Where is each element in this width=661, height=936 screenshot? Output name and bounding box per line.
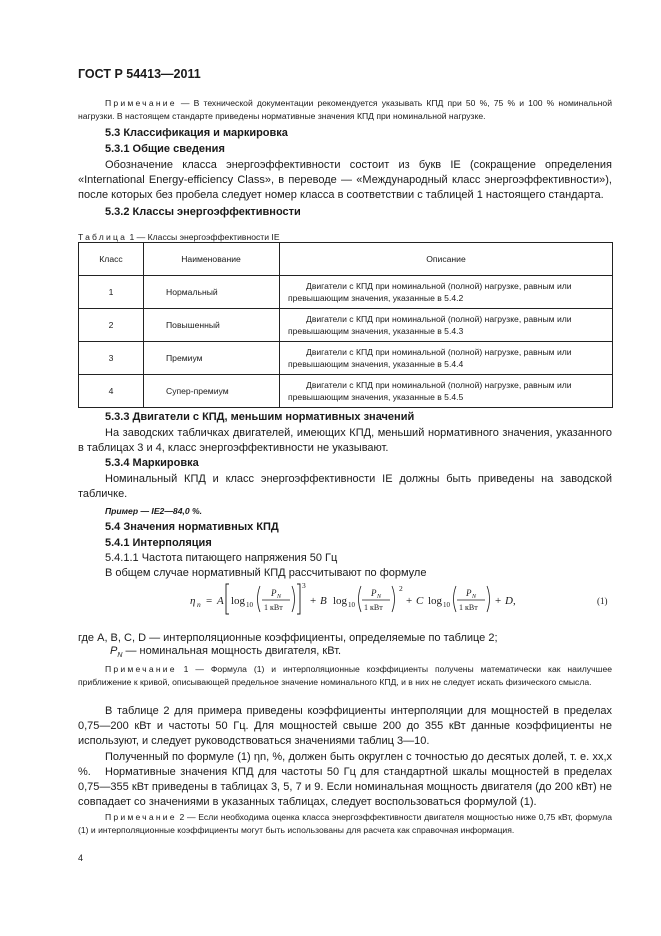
frac-c-num: P — [466, 588, 472, 598]
header-description: Описание — [280, 243, 613, 276]
cell-class: 1 — [79, 276, 144, 309]
section-5-3-1-heading: 5.3.1 Общие сведения — [105, 143, 225, 155]
paragraph-5-3-4: Номинальный КПД и класс энергоэффективности IE должны быть приведены на заводской табличке. — [78, 473, 612, 500]
log-a: log — [231, 595, 246, 607]
cell-description: Двигатели с КПД при номинальной (полной) нагрузке, равным или превышающим значения, указанные в 5.4.3 — [280, 309, 613, 342]
frac-b-num: P — [371, 588, 377, 598]
formula-intro: В общем случае нормативный КПД рассчитывают по формуле — [105, 567, 427, 579]
cell-name: Нормальный — [144, 276, 280, 309]
paren-c-right — [487, 586, 490, 612]
table-header-row — [79, 243, 613, 276]
frac-c-num-sub: N — [472, 594, 477, 600]
paren-b-right — [392, 586, 395, 612]
paragraph-table-2: В таблице 2 для примера приведены коэффициенты интерполяции для мощностей в пределах 0,75—200 кВт и частоты 50 Гц. Для мощностей свыше 200 до 355 кВт данные коэффициенты не используют, и следует руководствоваться значениями таблиц 3—10. — [78, 705, 612, 747]
section-5-3-4-heading: 5.3.4 Маркировка — [105, 457, 199, 469]
note-2: Примечание 2 — Если необходима оценка класса энергоэффективности двигателя мощностью ниже 0,75 кВт, формула (1) и интерполяционные коэффициенты могут быть использованы для расчета как справочная информация. — [78, 812, 612, 835]
left-bracket — [226, 584, 229, 614]
section-5-3-heading: 5.3 Классификация и маркировка — [105, 127, 288, 139]
plus-d: + — [495, 595, 502, 607]
example-text: Пример — IE2—84,0 %. — [105, 506, 203, 516]
frac-a-den: 1 кВт — [264, 603, 283, 612]
coef-d: D — [505, 595, 513, 607]
frac-a-num-sub: N — [277, 594, 282, 600]
cell-description: Двигатели с КПД при номинальной (полной) нагрузке, равным или превышающим значения, указанные в 5.4.5 — [280, 375, 613, 408]
coef-b: B — [320, 595, 327, 607]
paren-c-left — [454, 586, 457, 612]
energy-classes-table — [78, 242, 613, 408]
header-class: Класс — [79, 243, 144, 276]
frac-a-num: P — [271, 588, 277, 598]
table-row — [79, 375, 613, 408]
frac-b-num-sub: N — [377, 594, 382, 600]
cell-class: 2 — [79, 309, 144, 342]
eta-subscript: n — [197, 600, 201, 609]
section-5-4-1-1-heading: 5.4.1.1 Частота питающего напряжения 50 Гц — [105, 552, 338, 564]
cell-class: 3 — [79, 342, 144, 375]
log-b-base: 10 — [348, 601, 355, 609]
plus-c: + — [406, 595, 413, 607]
coef-a: A — [217, 595, 224, 607]
where-line-1: где A, B, C, D — интерполяционные коэффициенты, определяемые по таблице 2; — [78, 632, 498, 644]
frac-b-den: 1 кВт — [364, 603, 383, 612]
cell-description: Двигатели с КПД при номинальной (полной) нагрузке, равным или превышающим значения, указанные в 5.4.2 — [280, 276, 613, 309]
paren-a-left — [258, 586, 261, 612]
section-5-4-heading: 5.4 Значения нормативных КПД — [105, 521, 279, 533]
cell-name: Повышенный — [144, 309, 280, 342]
paragraph-normative: Нормативные значения КПД для частоты 50 Гц для стандартной шкалы мощностей в пределах 0,75—355 кВт приведены в таблицах 3, 5, 7 и 9. Если номинальная мощность двигателя (до 200 кВт) не совпадает со значениями в указанных таблицах, следует воспользоваться формулой (1). — [78, 766, 612, 808]
section-5-3-2-heading: 5.3.2 Классы энергоэффективности — [105, 206, 301, 218]
cell-name: Премиум — [144, 342, 280, 375]
log-c: log — [428, 595, 443, 607]
note-1: Примечание 1 — Формула (1) и интерполяционные коэффициенты получены математически как наилучшее приближение к кривой, описывающей предельное значение номинального КПД, и в них не следует искать физического смысла. — [78, 664, 612, 687]
cell-class: 4 — [79, 375, 144, 408]
efficiency-formula — [0, 578, 661, 624]
paragraph-rounding: Полученный по формуле (1) ηn, %, должен быть округлен с точностью до десятых долей, т. е. xx,x %. — [78, 751, 612, 778]
log-b: log — [333, 595, 348, 607]
header-name: Наименование — [144, 243, 280, 276]
frac-c-den: 1 кВт — [459, 603, 478, 612]
table-row — [79, 276, 613, 309]
cell-description: Двигатели с КПД при номинальной (полной) нагрузке, равным или превышающим значения, указанные в 5.4.4 — [280, 342, 613, 375]
paragraph-5-3-1: Обозначение класса энергоэффективности состоит из букв IE (сокращение определения «International Energy-efficiency Class», в переводе — «Международный класс энергоэффективности»), после которых без пробела следует номер класса в соответствии с таблицей 1 настоящего стандарта. — [78, 159, 612, 201]
log-c-base: 10 — [443, 601, 450, 609]
plus-b: + — [310, 595, 317, 607]
power-three: 3 — [302, 581, 306, 590]
table-row — [79, 342, 613, 375]
coef-c: C — [416, 595, 424, 607]
formula-number: (1) — [597, 596, 608, 606]
paren-a-right — [292, 586, 295, 612]
equals-sign: = — [206, 595, 213, 607]
paren-b-left — [359, 586, 362, 612]
where-line-2: $P_N$ — номинальная мощность двигателя, кВт. — [110, 645, 342, 660]
paragraph-5-3-3: На заводских табличках двигателей, имеющих КПД, меньший нормативного значения, указанного в таблицах 3 и 4, класс энергоэффективности не указывают. — [78, 427, 612, 454]
standard-header: ГОСТ Р 54413—2011 — [78, 67, 201, 81]
section-5-3-3-heading: 5.3.3 Двигатели с КПД, меньшим нормативных значений — [105, 411, 415, 423]
note-top: Примечание — В технической документации рекомендуется указывать КПД при 50 %, 75 % и 100 % номинальной нагрузки. В настоящем стандарте приведены нормативные значения КПД при номинальной нагрузке. — [78, 98, 612, 121]
table-row — [79, 309, 613, 342]
page-number: 4 — [78, 853, 84, 863]
right-bracket — [297, 584, 300, 614]
formula-comma: , — [513, 595, 516, 607]
section-5-4-1-heading: 5.4.1 Интерполяция — [105, 537, 212, 549]
table-caption: Таблица 1 — Классы энергоэффективности IE — [78, 232, 280, 242]
cell-name: Супер-премиум — [144, 375, 280, 408]
log-a-base: 10 — [246, 601, 253, 609]
power-two: 2 — [399, 584, 403, 593]
eta-symbol: η — [190, 595, 196, 607]
